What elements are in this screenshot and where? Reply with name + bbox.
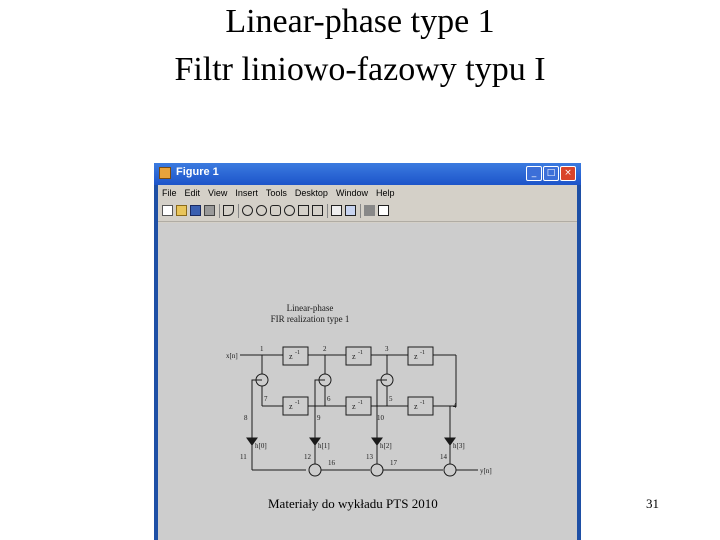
menu-tools[interactable]: Tools — [265, 188, 287, 198]
node-number: 12 — [304, 453, 311, 461]
node-number: 8 — [244, 414, 248, 422]
node-number: 13 — [366, 453, 373, 461]
figure-window — [154, 163, 581, 540]
pan-icon[interactable] — [270, 205, 281, 216]
delay-label: z — [289, 352, 293, 361]
minimize-button[interactable]: _ — [526, 166, 542, 181]
close-button[interactable]: × — [560, 166, 576, 181]
save-icon[interactable] — [190, 205, 201, 216]
node-number: 10 — [377, 414, 384, 422]
node-number: 1 — [260, 345, 264, 353]
node-number: 7 — [264, 395, 268, 403]
node-number: 17 — [390, 459, 397, 467]
slide-title-line1: Linear-phase type 1 — [225, 3, 495, 40]
print-icon[interactable] — [204, 205, 215, 216]
maximize-button[interactable]: □ — [543, 166, 559, 181]
slide-title-line2: Filtr liniowo-fazowy typu I — [174, 51, 546, 88]
page-number: 31 — [646, 496, 659, 511]
toolbar — [158, 201, 577, 222]
data-cursor-icon[interactable] — [298, 205, 309, 216]
menu-bar — [158, 185, 577, 201]
node-number: 3 — [385, 345, 389, 353]
delay-exp: -1 — [420, 350, 425, 356]
menu-file[interactable]: File — [162, 188, 177, 198]
delay-exp: -1 — [358, 350, 363, 356]
menu-edit[interactable]: Edit — [184, 188, 201, 198]
node-number: 9 — [317, 414, 321, 422]
coefficient-h0: h[0] — [255, 442, 267, 450]
figure-canvas — [158, 223, 577, 540]
menu-insert[interactable]: Insert — [235, 188, 258, 198]
coefficient-h1: h[1] — [318, 442, 330, 450]
window-title: Figure 1 — [176, 166, 219, 178]
new-figure-icon[interactable] — [162, 205, 173, 216]
node-number: 4 — [453, 402, 457, 410]
delay-exp: -1 — [295, 400, 300, 406]
input-label: x[n] — [226, 352, 238, 360]
menu-help[interactable]: Help — [375, 188, 395, 198]
delay-label: z — [352, 402, 356, 411]
coefficient-h3: h[3] — [453, 442, 465, 450]
zoom-out-icon[interactable] — [256, 205, 267, 216]
delay-label: z — [414, 402, 418, 411]
delay-exp: -1 — [358, 400, 363, 406]
node-number: 14 — [440, 453, 447, 461]
edit-plot-arrow-icon[interactable] — [223, 205, 234, 216]
legend-icon[interactable] — [345, 205, 356, 216]
node-number: 6 — [327, 395, 331, 403]
brush-icon[interactable] — [312, 205, 323, 216]
hide-plot-tools-icon[interactable] — [364, 205, 375, 216]
delay-exp: -1 — [420, 400, 425, 406]
node-number: 5 — [389, 395, 393, 403]
fir-block-diagram — [158, 223, 577, 540]
zoom-in-icon[interactable] — [242, 205, 253, 216]
rotate-3d-icon[interactable] — [284, 205, 295, 216]
menu-window[interactable]: Window — [335, 188, 368, 198]
show-plot-tools-icon[interactable] — [378, 205, 389, 216]
delay-label: z — [414, 352, 418, 361]
delay-label: z — [289, 402, 293, 411]
delay-exp: -1 — [295, 350, 300, 356]
window-client — [158, 185, 577, 540]
delay-label: z — [352, 352, 356, 361]
open-file-icon[interactable] — [176, 205, 187, 216]
diagram-title-line2: FIR realization type 1 — [270, 314, 350, 324]
coefficient-h2: h[2] — [380, 442, 392, 450]
window-titlebar[interactable] — [154, 163, 581, 185]
colorbar-icon[interactable] — [331, 205, 342, 216]
output-label: y[n] — [480, 467, 492, 475]
slide-footer: Materiały do wykładu PTS 2010 — [268, 496, 438, 511]
menu-view[interactable]: View — [208, 188, 228, 198]
node-number: 16 — [328, 459, 335, 467]
diagram-title-line1: Linear-phase — [286, 303, 334, 313]
matlab-figure-icon — [159, 167, 171, 179]
menu-desktop[interactable]: Desktop — [294, 188, 328, 198]
node-number: 2 — [323, 345, 327, 353]
node-number: 11 — [240, 453, 247, 461]
